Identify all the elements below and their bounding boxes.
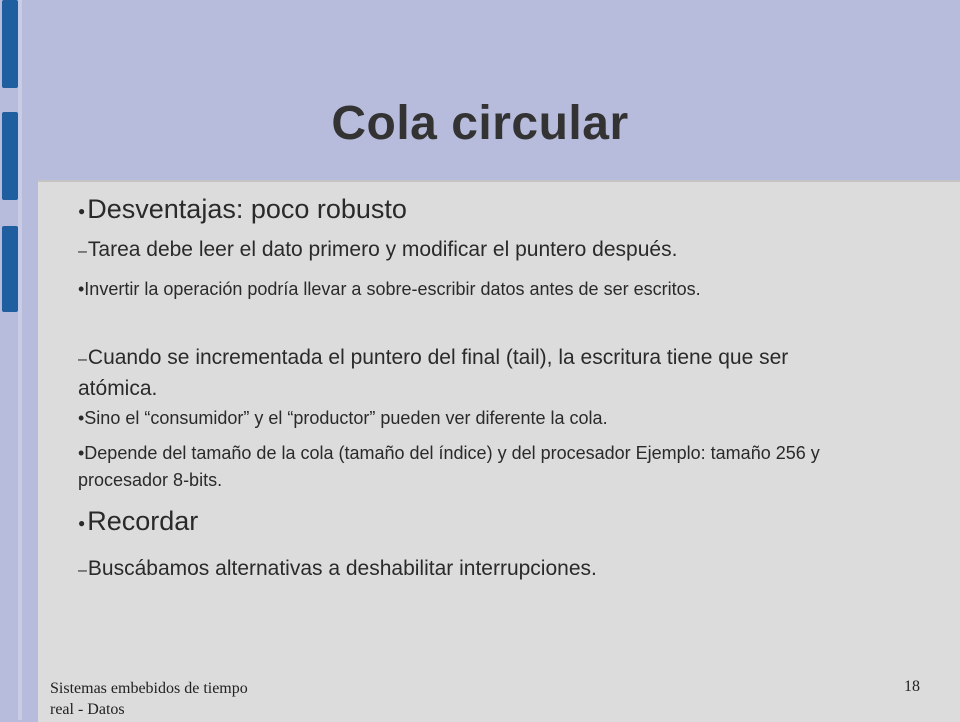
page-number: 18 xyxy=(904,678,920,695)
dash-icon: – xyxy=(78,562,87,579)
bullet-dot-icon: ● xyxy=(78,515,86,530)
bullet-sino: •Sino el “consumidor” y el “productor” pueden ver diferente la cola. xyxy=(78,408,608,428)
bullet-dot-icon: ● xyxy=(78,203,86,218)
bullet-cuando: –Cuando se incrementada el puntero del final (tail), la escritura tiene que ser atómica. xyxy=(78,346,789,400)
slide-title: Cola circular xyxy=(331,97,629,150)
bullet-buscabamos: –Buscábamos alternativas a deshabilitar interrupciones. xyxy=(78,557,597,580)
bullet-recordar: ●Recordar xyxy=(78,506,199,536)
bullet-desventajas: ●Desventajas: poco robusto xyxy=(78,194,407,224)
dash-icon: – xyxy=(78,351,87,368)
left-decor-bar-top xyxy=(2,0,18,88)
dash-icon: – xyxy=(78,243,87,260)
bullet-invertir: •Invertir la operación podría llevar a sobre-escribir datos antes de ser escritos. xyxy=(78,279,701,299)
left-decor-bar-bottom xyxy=(2,226,18,312)
footer-course-title: Sistemas embebidos de tiempo real - Datos xyxy=(50,680,248,718)
bullet-depende: •Depende del tamaño de la cola (tamaño del índice) y del procesador Ejemplo: tamaño 256 y procesador 8-bits. xyxy=(78,443,820,490)
bullet-tarea: –Tarea debe leer el dato primero y modificar el puntero después. xyxy=(78,238,678,261)
